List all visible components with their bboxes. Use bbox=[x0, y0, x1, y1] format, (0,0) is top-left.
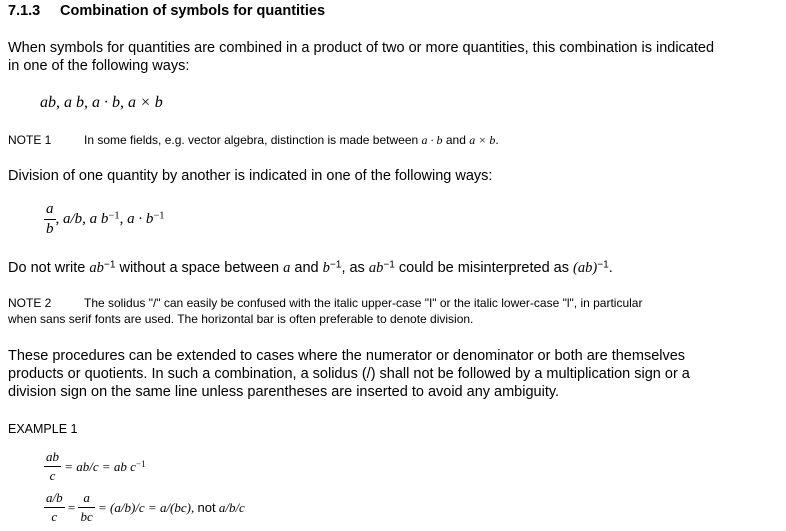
paragraph-procedures-line3: division sign on the same line unless parentheses are inserted to avoid any ambiguity. bbox=[8, 384, 560, 400]
division-dot-form: a · b bbox=[127, 211, 154, 227]
eq2-numerator-2: a bbox=[78, 490, 94, 508]
division-forms-formula bbox=[44, 201, 165, 238]
example-1-label: EXAMPLE 1 bbox=[8, 422, 78, 436]
note-2 bbox=[8, 295, 780, 327]
paragraph-procedures-line2: products or quotients. In such a combination, a solidus (/) shall not be followed by a multiplication sign or a bbox=[8, 366, 690, 382]
warning-text-1: Do not write bbox=[8, 260, 86, 276]
eq2-fraction-2 bbox=[78, 490, 94, 525]
paragraph-procedures-line1: These procedures can be extended to cases where the numerator or denominator or both are themselves bbox=[8, 348, 686, 364]
note-1-expr-dot: a · b bbox=[421, 133, 443, 147]
warning-sup-1: −1 bbox=[103, 259, 116, 271]
eq2-denominator-1: c bbox=[51, 509, 58, 524]
division-fraction bbox=[44, 201, 56, 238]
note-1-text: In some fields, e.g. vector algebra, distinction is made between bbox=[84, 133, 419, 147]
warning-text-5: could be misinterpreted as bbox=[398, 260, 569, 276]
section-number: 7.1.3 bbox=[8, 3, 41, 19]
eq2-not: not bbox=[197, 500, 216, 515]
paragraph-procedures bbox=[8, 347, 780, 401]
warning-math-a: a bbox=[283, 260, 291, 276]
warning-text-4: , as bbox=[341, 260, 365, 276]
section-heading bbox=[8, 3, 325, 19]
warning-math-ab: ab bbox=[89, 260, 104, 276]
note-1-expr-cross: a × b bbox=[469, 133, 496, 147]
eq2-numerator-1: a/b bbox=[44, 490, 65, 508]
eq1-rest: = ab/c = ab c bbox=[64, 458, 136, 474]
warning-text-2: without a space between bbox=[119, 260, 280, 276]
document-page bbox=[8, 0, 780, 531]
note-2-line2: when sans serif fonts are used. The horizontal bar is often preferable to denote division. bbox=[8, 312, 474, 326]
division-dot-form-sup: −1 bbox=[153, 210, 165, 222]
warning-text-6: . bbox=[608, 260, 613, 276]
warning-math-ab-paren: (ab) bbox=[573, 260, 598, 276]
paragraph-division: Division of one quantity by another is indicated in one of the following ways: bbox=[8, 168, 493, 184]
note-1-label: NOTE 1 bbox=[8, 133, 52, 147]
warning-math-ab-2: ab bbox=[368, 260, 384, 276]
paragraph-products bbox=[8, 39, 780, 75]
warning-sup-3: −1 bbox=[329, 259, 342, 271]
example-1-equation-1 bbox=[44, 449, 146, 484]
warning-sup-5: −1 bbox=[597, 259, 609, 271]
eq2-rest: = (a/b)/c = a/(bc), bbox=[98, 499, 195, 515]
paragraph-products-line2: in one of the following ways: bbox=[8, 58, 190, 74]
note-1-and: and bbox=[445, 133, 466, 147]
division-solidus-form: a/b, bbox=[63, 211, 86, 227]
note-2-label: NOTE 2 bbox=[8, 296, 52, 310]
note-1-end: . bbox=[495, 133, 499, 147]
division-comma: , bbox=[119, 211, 124, 227]
eq1-fraction bbox=[44, 449, 61, 484]
eq2-wrong-form: a/b/c bbox=[218, 499, 245, 515]
example-1-equation-2 bbox=[44, 490, 245, 525]
eq2-equals: = bbox=[67, 499, 76, 515]
division-fraction-numerator: a bbox=[44, 201, 56, 220]
division-negative-exponent-sup: −1 bbox=[108, 210, 120, 222]
note-1 bbox=[8, 132, 780, 148]
division-separator: , bbox=[55, 211, 60, 227]
eq2-denominator-2: bc bbox=[80, 509, 93, 524]
eq1-sup: −1 bbox=[135, 458, 146, 469]
eq1-denominator: c bbox=[49, 468, 56, 483]
section-title: Combination of symbols for quantities bbox=[60, 3, 326, 19]
paragraph-warning bbox=[8, 259, 780, 277]
warning-math-b: b bbox=[322, 260, 330, 276]
warning-sup-4: −1 bbox=[383, 259, 395, 271]
division-negative-exponent-form: a b bbox=[89, 211, 109, 227]
warning-text-3: and bbox=[294, 260, 319, 276]
division-fraction-denominator: b bbox=[46, 221, 54, 237]
eq1-numerator: ab bbox=[44, 449, 61, 467]
note-2-line1: The solidus "/" can easily be confused with the italic upper-case "I" or the italic lower-case "l", in particular bbox=[84, 296, 643, 310]
product-forms-formula: ab, a b, a · b, a × b bbox=[40, 94, 163, 111]
eq2-fraction-1 bbox=[44, 490, 65, 525]
paragraph-products-line1: When symbols for quantities are combined in a product of two or more quantities, this combination is indicated bbox=[8, 40, 715, 56]
